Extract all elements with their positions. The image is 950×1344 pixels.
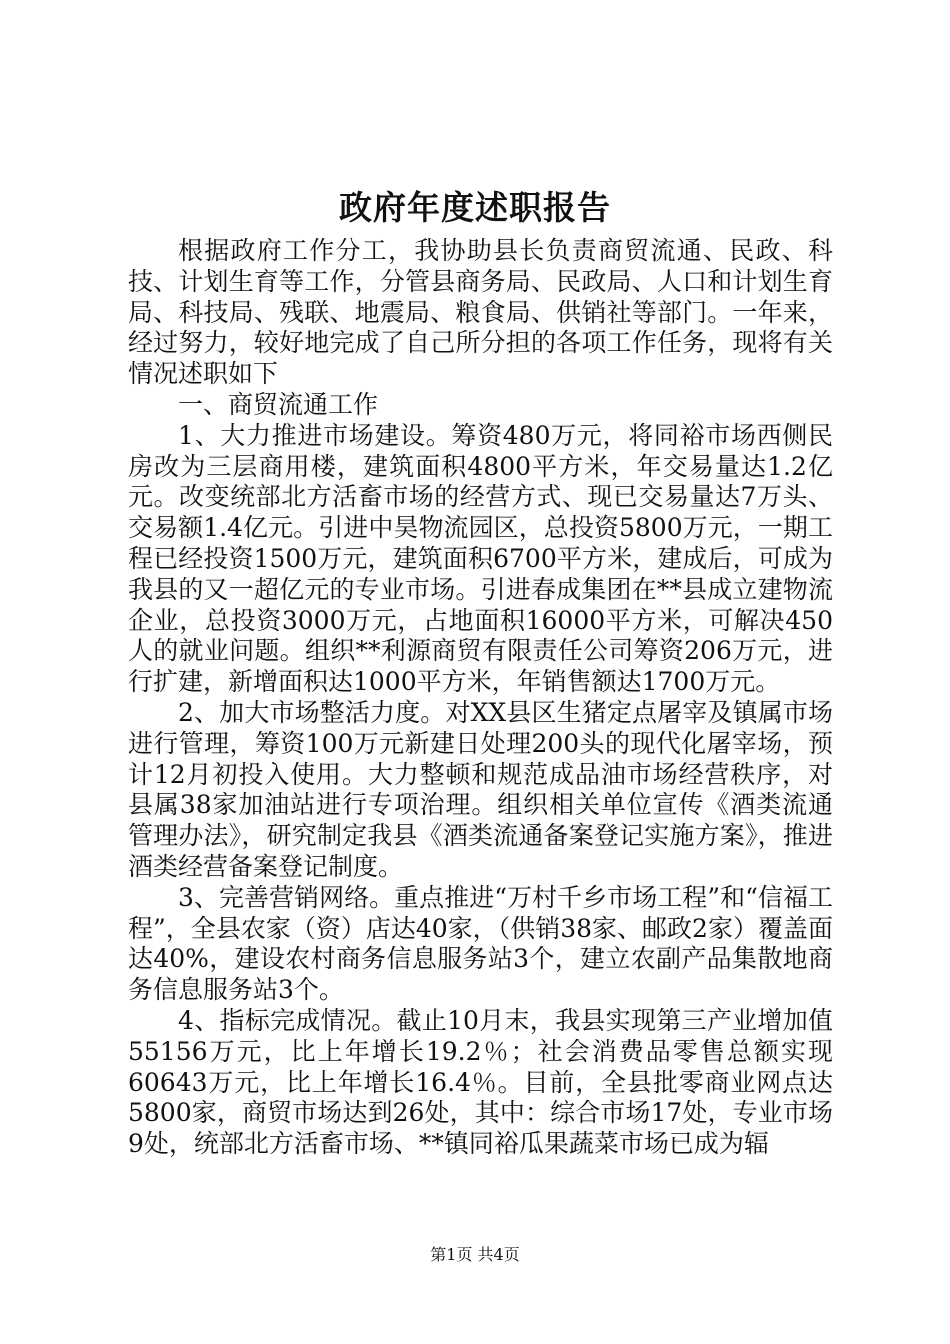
paragraph-indicators: 4、指标完成情况。截止10月末，我县实现第三产业增加值55156万元，比上年增长19.2％；社会消费品零售总额实现60643万元，比上年增长16.4％。目前，全县批零商业网点达5800家，商贸市场达到26处，其中：综合市场17处，专业市场9处，统部北方活畜市场、**镇同裕瓜果蔬菜市场已成为辐 — [128, 1005, 833, 1159]
paragraph-intro: 根据政府工作分工，我协助县长负责商贸流通、民政、科技、计划生育等工作，分管县商务局、民政局、人口和计划生育局、科技局、残联、地震局、粮食局、供销社等部门。一年来，经过努力，较好地完成了自己所分担的各项工作任务，现将有关情况述职如下 — [128, 236, 833, 389]
paragraph-market-regulation: 2、加大市场整活力度。对XX县区生猪定点屠宰及镇属市场进行管理，筹资100万元新建日处理200头的现代化屠宰场，预计12月初投入使用。大力整顿和规范成品油市场经营秩序，对县属38家加油站进行专项治理。组织相关单位宣传《酒类流通管理办法》，研究制定我县《酒类流通备案登记实施方案》，推进酒类经营备案登记制度。 — [128, 697, 833, 881]
section-heading: 一、商贸流通工作 — [178, 389, 379, 419]
paragraph-market-construction: 1、大力推进市场建设。筹资480万元，将同裕市场西侧民房改为三层商用楼，建筑面积4800平方米，年交易量达1.2亿元。改变统部北方活畜市场的经营方式、现已交易量达7万头、交易额1.4亿元。引进中昊物流园区，总投资5800万元，一期工程已经投资1500万元，建筑面积6700平方米，建成后，可成为我县的又一超亿元的专业市场。引进春成集团在**县成立建物流企业，总投资3000万元，占地面积16000平方米，可解决450人的就业问题。组织**利源商贸有限责任公司筹资206万元，进行扩建，新增面积达1000平方米，年销售额达1700万元。 — [128, 420, 833, 697]
page-number-footer: 第1页 共4页 — [430, 1245, 520, 1264]
paragraph-sales-network: 3、完善营销网络。重点推进“万村千乡市场工程”和“信福工程”，全县农家（资）店达40家，（供销38家、邮政2家）覆盖面达40%，建设农村商务信息服务站3个，建立农副产品集散地商务信息服务站3个。 — [128, 882, 833, 1005]
document-body — [128, 236, 833, 1160]
document-title: 政府年度述职报告 — [339, 188, 611, 227]
